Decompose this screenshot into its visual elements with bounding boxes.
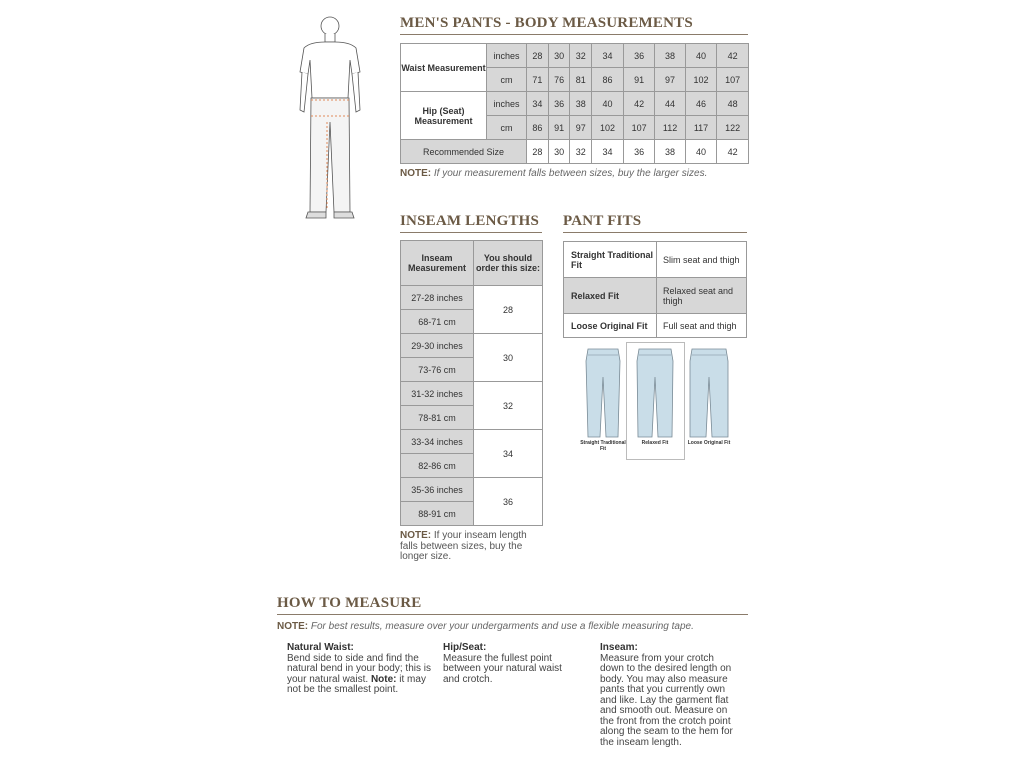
- table-cell: 36: [548, 92, 570, 116]
- table-cell: 48: [717, 92, 749, 116]
- inseam-header: Inseam Measurement: [401, 241, 474, 286]
- table-row: [564, 278, 747, 314]
- table-cell: 44: [655, 92, 685, 116]
- table-row: [401, 382, 543, 406]
- unit-label: cm: [487, 116, 527, 140]
- inseam-cm: 88-91 cm: [401, 502, 474, 526]
- table-cell: 71: [527, 68, 549, 92]
- fit-caption: Loose Original Fit: [687, 440, 731, 446]
- inseam-size: 30: [474, 334, 543, 382]
- inseam-column: [600, 643, 740, 748]
- inseam-size: 34: [474, 430, 543, 478]
- hip-seat-text: Measure the fullest point between your natural waist and crotch.: [443, 652, 562, 685]
- fit-description: Slim seat and thigh: [657, 242, 747, 278]
- table-cell: 38: [570, 92, 592, 116]
- table-cell: 117: [685, 116, 717, 140]
- natural-waist-column: [287, 643, 432, 696]
- table-cell: 112: [655, 116, 685, 140]
- unit-label: inches: [487, 44, 527, 68]
- how-to-measure-note: [277, 621, 694, 632]
- table-row: [401, 286, 543, 310]
- fit-name: Relaxed Fit: [564, 278, 657, 314]
- table-row: [401, 430, 543, 454]
- note-text: If your inseam length falls between sizes, buy the longer size.: [400, 530, 527, 562]
- hip-seat-column: [443, 643, 578, 685]
- note-label: NOTE:: [400, 530, 432, 541]
- section-divider: [563, 232, 747, 233]
- table-cell: 91: [548, 116, 570, 140]
- pant-fits-table: [563, 241, 747, 338]
- natural-waist-text: Bend side to side and find the natural bend in your body; this is your natural waist.: [287, 652, 431, 685]
- body-measurements-title: MEN'S PANTS - BODY MEASUREMENTS: [400, 15, 693, 31]
- body-measurements-note: [400, 168, 707, 179]
- inseam-inches: 29-30 inches: [401, 334, 474, 358]
- inseam-size: 32: [474, 382, 543, 430]
- inseam-cm: 82-86 cm: [401, 454, 474, 478]
- inseam-size: 36: [474, 478, 543, 526]
- inseam-note: [400, 531, 540, 563]
- table-cell: 38: [655, 140, 685, 164]
- table-cell: 32: [570, 44, 592, 68]
- section-divider: [400, 232, 542, 233]
- inseam-measure-text: Measure from your crotch down to the desired length on body. You may also measure pants that you currently own and like. Lay the garment flat and smooth out. Measure on the front from the crotch point along the seam to the hem for the inseam length.: [600, 652, 733, 748]
- table-row: [401, 44, 749, 68]
- straight-fit-jeans-image: [578, 347, 628, 439]
- inseam-table: [400, 240, 543, 526]
- table-cell: 102: [685, 68, 717, 92]
- inseam-size: 28: [474, 286, 543, 334]
- table-cell: 97: [655, 68, 685, 92]
- table-row: [401, 334, 543, 358]
- natural-waist-note-text: it may not be the smallest point.: [287, 673, 426, 695]
- inseam-title: INSEAM LENGTHS: [400, 213, 540, 229]
- table-cell: 107: [717, 68, 749, 92]
- table-cell: 36: [623, 44, 655, 68]
- table-cell: 30: [548, 140, 570, 164]
- inseam-inches: 27-28 inches: [401, 286, 474, 310]
- table-cell: 42: [717, 44, 749, 68]
- table-row: [401, 140, 749, 164]
- table-cell: 81: [570, 68, 592, 92]
- table-cell: 32: [570, 140, 592, 164]
- inseam-inches: 35-36 inches: [401, 478, 474, 502]
- body-measurements-table: [400, 43, 749, 164]
- unit-label: cm: [487, 68, 527, 92]
- note-label: NOTE:: [277, 621, 309, 632]
- table-cell: 91: [623, 68, 655, 92]
- table-cell: 40: [685, 140, 717, 164]
- note-label: NOTE:: [400, 168, 432, 179]
- table-cell: 42: [717, 140, 749, 164]
- inseam-cm: 68-71 cm: [401, 310, 474, 334]
- pant-fits-title: PANT FITS: [563, 213, 642, 229]
- natural-waist-note-label: Note:: [370, 673, 397, 685]
- recommended-size-label: Recommended Size: [401, 140, 527, 164]
- table-row: [401, 241, 543, 286]
- body-figure-illustration: [290, 12, 370, 224]
- table-cell: 42: [623, 92, 655, 116]
- section-divider: [277, 614, 748, 615]
- table-cell: 30: [548, 44, 570, 68]
- inseam-cm: 73-76 cm: [401, 358, 474, 382]
- table-row: [401, 92, 749, 116]
- section-divider: [400, 34, 748, 35]
- table-row: [564, 314, 747, 338]
- table-row: [401, 478, 543, 502]
- table-cell: 107: [623, 116, 655, 140]
- note-text: If your measurement falls between sizes, buy the larger sizes.: [433, 168, 708, 179]
- unit-label: inches: [487, 92, 527, 116]
- table-cell: 97: [570, 116, 592, 140]
- note-text: For best results, measure over your undergarments and use a flexible measuring tape.: [310, 621, 694, 632]
- fit-name: Straight Traditional Fit: [564, 242, 657, 278]
- relaxed-fit-jeans-image: [630, 347, 680, 439]
- person-figure: [300, 17, 360, 218]
- table-row: [564, 242, 747, 278]
- waist-label: Waist Measurement: [401, 44, 487, 92]
- table-cell: 102: [592, 116, 624, 140]
- table-cell: 34: [527, 92, 549, 116]
- how-to-measure-title: HOW TO MEASURE: [277, 595, 422, 611]
- table-cell: 36: [623, 140, 655, 164]
- fit-description: Relaxed seat and thigh: [657, 278, 747, 314]
- inseam-cm: 78-81 cm: [401, 406, 474, 430]
- table-cell: 38: [655, 44, 685, 68]
- inseam-inches: 33-34 inches: [401, 430, 474, 454]
- loose-fit-jeans-image: [684, 347, 734, 439]
- table-cell: 86: [527, 116, 549, 140]
- hip-label: Hip (Seat) Measurement: [401, 92, 487, 140]
- table-cell: 76: [548, 68, 570, 92]
- natural-waist-title: Natural Waist:: [287, 642, 354, 653]
- table-cell: 28: [527, 44, 549, 68]
- fit-caption: Relaxed Fit: [641, 440, 669, 446]
- table-cell: 40: [685, 44, 717, 68]
- hip-seat-title: Hip/Seat:: [443, 642, 487, 653]
- table-cell: 34: [592, 44, 624, 68]
- table-cell: 122: [717, 116, 749, 140]
- table-cell: 86: [592, 68, 624, 92]
- fit-caption: Straight Traditional Fit: [580, 440, 626, 452]
- table-cell: 28: [527, 140, 549, 164]
- size-header: You should order this size:: [474, 241, 543, 286]
- inseam-measure-title: Inseam:: [600, 642, 638, 653]
- table-cell: 46: [685, 92, 717, 116]
- fit-name: Loose Original Fit: [564, 314, 657, 338]
- inseam-inches: 31-32 inches: [401, 382, 474, 406]
- table-cell: 40: [592, 92, 624, 116]
- fit-description: Full seat and thigh: [657, 314, 747, 338]
- table-cell: 34: [592, 140, 624, 164]
